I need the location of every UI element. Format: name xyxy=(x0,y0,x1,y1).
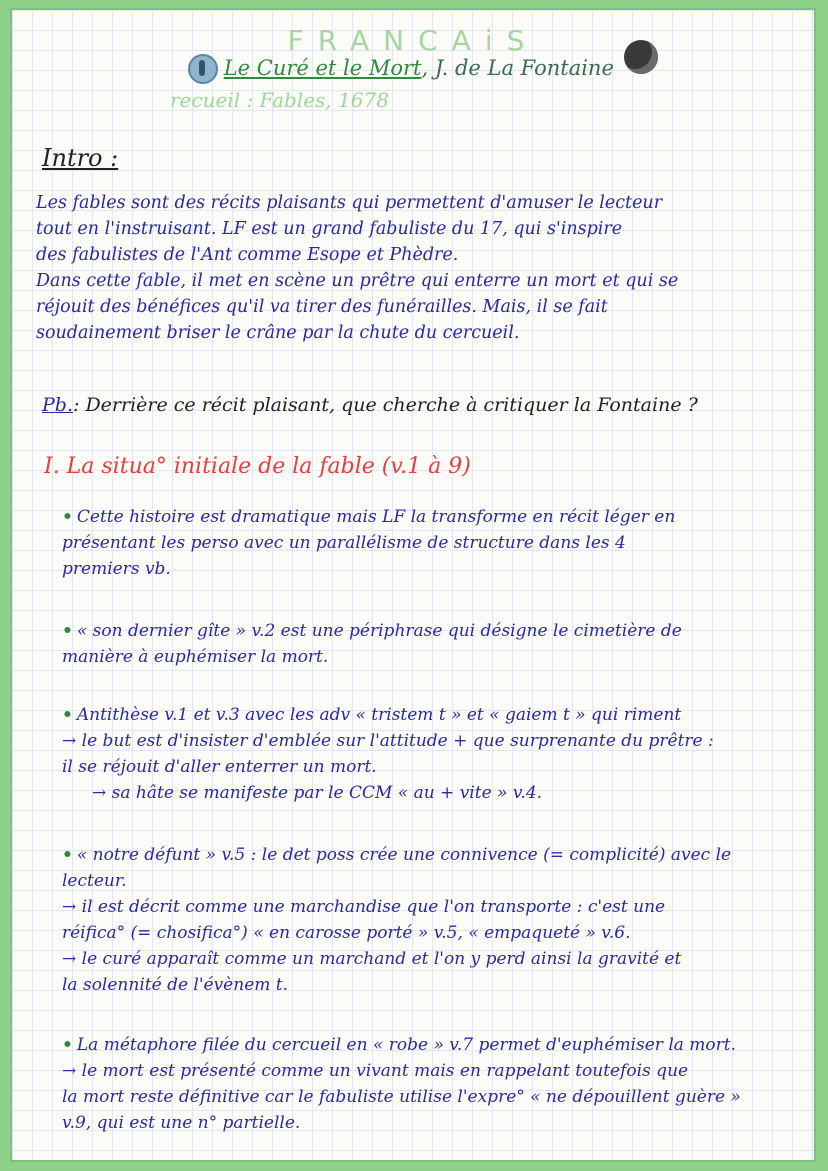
problematique-text: : Derrière ce récit plaisant, que cherche à critiquer la Fontaine ? xyxy=(73,394,698,416)
work-author: , J. de La Fontaine xyxy=(421,56,614,80)
hole-punch-icon xyxy=(624,40,658,74)
notebook-page xyxy=(12,10,814,1160)
list-item: • « son dernier gîte » v.2 est une périphrase qui désigne le cimetière de manière à euphémiser la mort. xyxy=(62,621,682,667)
subject-title: FRANCAiS xyxy=(287,24,539,57)
work-title-line xyxy=(197,56,614,80)
work-title: Le Curé et le Mort xyxy=(223,56,422,80)
list-item: • La métaphore filée du cercueil en « robe » v.7 permet d'euphémiser la mort. → le mort est présenté comme un vivant mais en rappelant toutefois que la mort reste définitive car le fabuliste utilise l'expre° « ne dépouillent guère » v.9, qui est une n° partielle. xyxy=(62,1035,741,1133)
recueil-line: recueil : Fables, 1678 xyxy=(170,88,389,112)
intro-line: Les fables sont des récits plaisants qui permettent d'amuser le lecteur xyxy=(36,193,663,213)
problematique xyxy=(42,394,802,416)
intro-line: Dans cette fable, il met en scène un prêtre qui enterre un mort et qui se xyxy=(36,271,679,291)
problematique-label: Pb. xyxy=(42,394,73,416)
list-item: • « notre défunt » v.5 : le det poss crée une connivence (= complicité) avec le lecteur. → il est décrit comme une marchandise que l'on transporte : c'est une réifica° (= chosifica°) « en carosse porté » v.5, « empaqueté » v.6. → le curé apparaît comme un marchand et l'on y perd ainsi la gravité et la solennité de l'évènem t. xyxy=(62,845,732,995)
list-item: • Antithèse v.1 et v.3 avec les adv « tristem t » et « gaiem t » qui riment → le but est d'insister d'emblée sur l'attitude + que surprenante du prêtre : il se réjouit d'aller enterrer un mort. → sa hâte se manifeste par le CCM « au + vite » v.4. xyxy=(62,705,714,803)
intro-heading: Intro : xyxy=(42,144,119,172)
intro-line: réjouit des bénéfices qu'il va tirer des funérailles. Mais, il se fait xyxy=(36,297,608,317)
intro-line: soudainement briser le crâne par la chute du cercueil. xyxy=(36,323,520,343)
intro-line: tout en l'instruisant. LF est un grand fabuliste du 17, qui s'inspire xyxy=(36,219,623,239)
intro-paragraph xyxy=(36,190,806,346)
list-item: • Cette histoire est dramatique mais LF la transforme en récit léger en présentant les perso avec un parallélisme de structure dans les 4 premiers vb. xyxy=(62,507,676,579)
section-title: I. La situa° initiale de la fable (v.1 à 9) xyxy=(44,454,471,479)
intro-line: des fabulistes de l'Ant comme Esope et Phèdre. xyxy=(36,245,459,265)
